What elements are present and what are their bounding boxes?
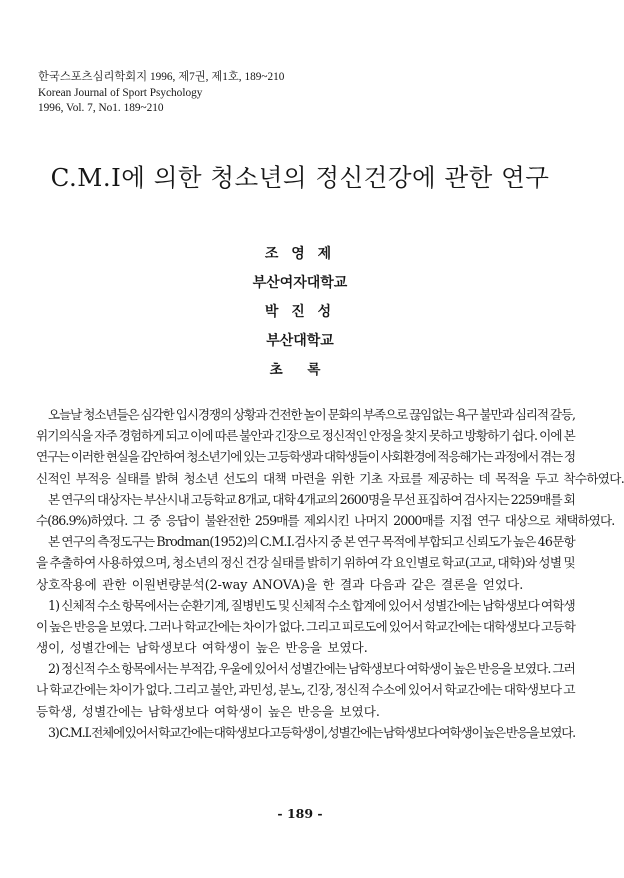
- abstract-line: 이 높은 반응을 보였다. 그러나 학교간에는 차이가 없다. 그리고 피로도에 있어서 학교간에는 대학생보다 고등학: [36, 618, 575, 634]
- journal-citation-volume: 1996, Vol. 7, No1. 189~210: [38, 102, 164, 114]
- abstract-line: 위기의식을 자주 경험하게 되고 이에 따른 불안과 긴장으로 정신적인 안정을 찾지 못하고 방황하기 쉽다. 이에 본: [36, 428, 575, 444]
- abstract-line: 3) C.M.I.전체에 있어서 학교간에는 대학생보다 고등학생이, 성별간에는 남학생보다 여학생이 높은 반응을 보였다.: [48, 724, 575, 740]
- abstract-line: 2) 정신적 수소 항목에서는 부적감, 우울에 있어서 성별간에는 남학생보다 여학생이 높은 반응을 보였다. 그러: [48, 661, 575, 677]
- abstract-line: 생이, 성별간에는 남학생보다 여학생이 높은 반응을 보였다.: [36, 640, 368, 656]
- journal-citation-korean: 한국스포츠심리학회지 1996, 제7권, 제1호, 189~210: [38, 71, 285, 83]
- abstract-body: [36, 404, 624, 743]
- page-number: - 189 -: [277, 806, 323, 821]
- abstract-heading: 초 록: [269, 362, 331, 378]
- author-affiliation: 부산여자대학교: [252, 275, 348, 291]
- journal-citation-english: Korean Journal of Sport Psychology: [38, 86, 203, 99]
- author-name: 조 영 제: [264, 246, 336, 262]
- abstract-line: 상호작용에 관한 이원변량분석(2-way ANOVA)을 한 결과 다음과 같은 결론을 얻었다.: [36, 576, 524, 592]
- author-name: 박 진 성: [264, 304, 336, 320]
- abstract-line: 나 학교간에는 차이가 없다. 그리고 불안, 과민성, 분노, 긴장, 정신적 수소에 있어서 학교간에는 대학생보다 고: [36, 682, 575, 698]
- abstract-line: 오늘날 청소년들은 심각한 입시경쟁의 상황과 건전한 놀이 문화의 부족으로 끊임없는 욕구 불만과 심리적 갈등,: [48, 407, 575, 422]
- abstract-line: 을 추출하여 사용하였으며, 청소년의 정신 건강 실태를 밝히기 위하여 각 요인별로 학교(고교, 대학)와 성별 및: [36, 555, 575, 571]
- abstract-line: 본 연구의 대상자는 부산시내 고등학교 8개교, 대학 4개교의 2600명을 무선 표집하여 검사지는 2259매를 회: [48, 491, 575, 507]
- paper-title: C.M.I에 의한 청소년의 정신건강에 관한 연구: [50, 163, 550, 192]
- abstract-line: 신적인 부적응 실태를 밝혀 청소년 선도의 대책 마련을 위한 기초 자료를 제공하는 데 목적을 두고 착수하였다.: [36, 470, 624, 486]
- abstract-line: 수(86.9%)하였다. 그 중 응답이 불완전한 259매를 제외시킨 나머지 2000매를 지접 연구 대상으로 채택하였다.: [36, 512, 615, 528]
- abstract-line: 등학생, 성별간에는 남학생보다 여학생이 높은 반응을 보였다.: [36, 703, 380, 719]
- author-affiliation: 부산대학교: [266, 333, 334, 349]
- abstract-line: 연구는 이러한 현실을 감안하여 청소년기에 있는 고등학생과 대학생들이 사회환경에 적응해가는 과정에서 겪는 정: [36, 449, 575, 465]
- abstract-line: 본 연구의 측정도구는 Brodman(1952)의 C.M.I.검사지 중 본 연구 목적에 부합되고 신뢰도가 높은 46문항: [48, 534, 575, 550]
- abstract-line: 1) 신체적 수소 항목에서는 순환기계, 질병빈도 및 신체적 수소 합계에 있어서 성별간에는 남학생보다 여학생: [48, 597, 575, 613]
- journal-citation: [38, 70, 284, 117]
- author-block: [0, 240, 600, 356]
